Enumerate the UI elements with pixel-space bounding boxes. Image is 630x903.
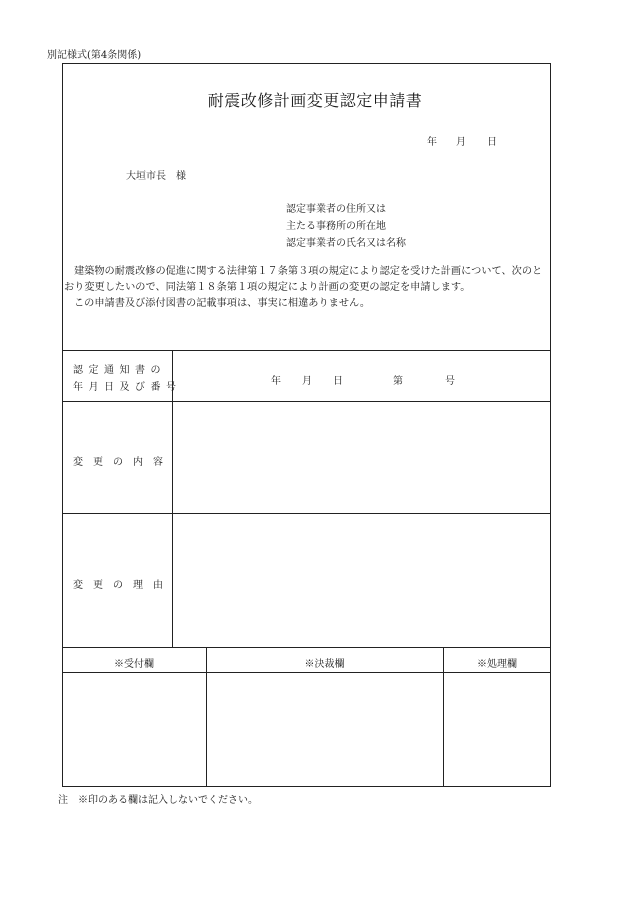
date-day-label: 日	[487, 137, 497, 148]
addressee: 大垣市長 様	[126, 171, 186, 182]
change-reason-field[interactable]	[180, 520, 542, 640]
form-title: 耐震改修計画変更認定申請書	[207, 91, 423, 110]
change-reason-label: 変更の理由	[73, 580, 173, 591]
rule-label-column	[172, 350, 173, 647]
form-number-note: 別記様式(第4条関係)	[47, 50, 142, 61]
applicant-name-label: 認定事業者の氏名又は名称	[286, 238, 406, 249]
notice-number-prefix: 第	[393, 376, 403, 387]
notice-value-field[interactable]	[180, 358, 542, 394]
notice-label-line1: 認定通知書の	[73, 365, 166, 376]
reception-column-header: ※受付欄	[114, 659, 154, 670]
application-statement: 建築物の耐震改修の促進に関する法律第１７条第３項の規定により認定を受けた計画について、次のとおり変更したいので、同法第１８条第１項の規定により計画の変更の認定を申請します。	[64, 266, 543, 293]
date-year-label: 年	[427, 137, 437, 148]
rule-notice-top	[62, 350, 551, 351]
notice-label-line2: 年月日及び番号	[73, 382, 182, 393]
rule-content-top	[62, 401, 551, 402]
applicant-office-label: 主たる事務所の所在地	[286, 221, 386, 232]
applicant-address-label: 認定事業者の住所又は	[286, 204, 386, 215]
truthfulness-statement: この申請書及び添付図書の記載事項は、事実に相違ありません。	[74, 298, 371, 309]
change-content-label: 変更の内容	[73, 457, 173, 468]
notice-year-label: 年	[271, 376, 281, 387]
processing-column-header: ※処理欄	[477, 659, 517, 670]
notice-number-suffix: 号	[445, 376, 455, 387]
change-content-field[interactable]	[180, 408, 542, 506]
notice-day-label: 日	[333, 376, 343, 387]
rule-reason-top	[62, 513, 551, 514]
notice-month-label: 月	[302, 376, 312, 387]
rule-office-header-bottom	[62, 672, 551, 673]
rule-office-top	[62, 647, 551, 648]
footnote: 注 ※印のある欄は記入しないでください。	[58, 795, 258, 806]
date-month-label: 月	[456, 137, 466, 148]
decision-column-header: ※決裁欄	[304, 659, 345, 670]
